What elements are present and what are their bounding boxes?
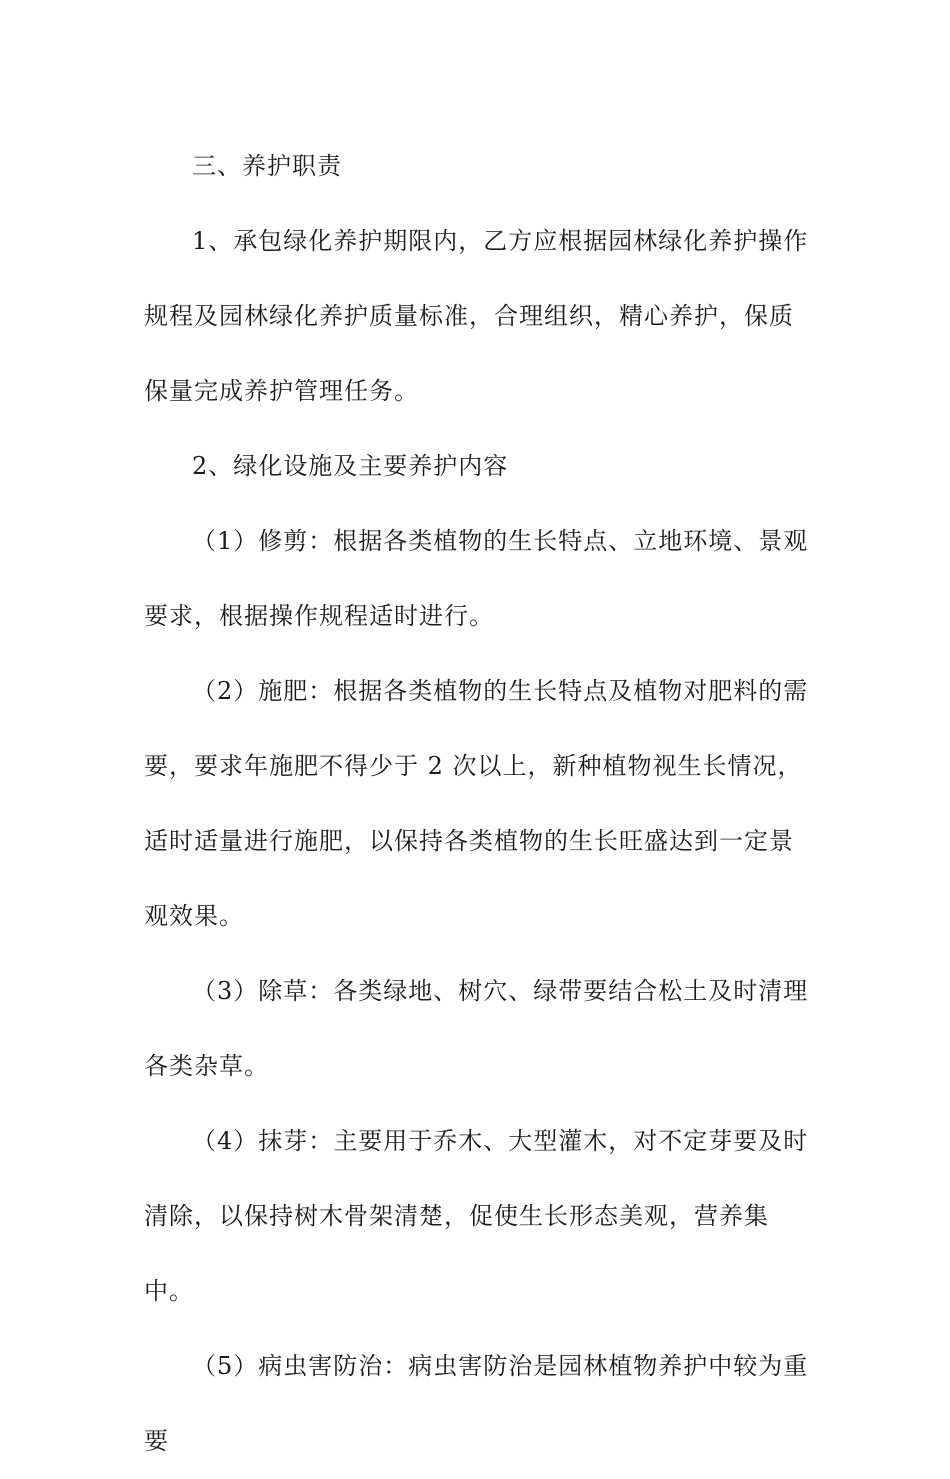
paragraph-7: （5）病虫害防治：病虫害防治是园林植物养护中较为重要 xyxy=(144,1352,809,1455)
paragraph-5: （3）除草：各类绿地、树穴、绿带要结合松土及时清理各类杂草。 xyxy=(144,977,809,1080)
paragraph-3: （1）修剪：根据各类植物的生长特点、立地环境、景观要求，根据操作规程适时进行。 xyxy=(144,527,809,630)
section-heading: 三、养护职责 xyxy=(192,152,342,180)
paragraph-2: 2、绿化设施及主要养护内容 xyxy=(192,452,509,480)
paragraph-1: 1、承包绿化养护期限内，乙方应根据园林绿化养护操作规程及园林绿化养护质量标准，合理组织，精心养护，保质保量完成养护管理任务。 xyxy=(144,227,809,405)
paragraph-6: （4）抹芽：主要用于乔木、大型灌木，对不定芽要及时清除，以保持树木骨架清楚，促使生长形态美观，营养集中。 xyxy=(144,1127,809,1305)
document-body xyxy=(144,129,814,1479)
paragraph-4: （2）施肥：根据各类植物的生长特点及植物对肥料的需要，要求年施肥不得少于 2 次以上，新种植物视生长情况，适时适量进行施肥，以保持各类植物的生长旺盛达到一定景观效果。 xyxy=(144,677,809,930)
